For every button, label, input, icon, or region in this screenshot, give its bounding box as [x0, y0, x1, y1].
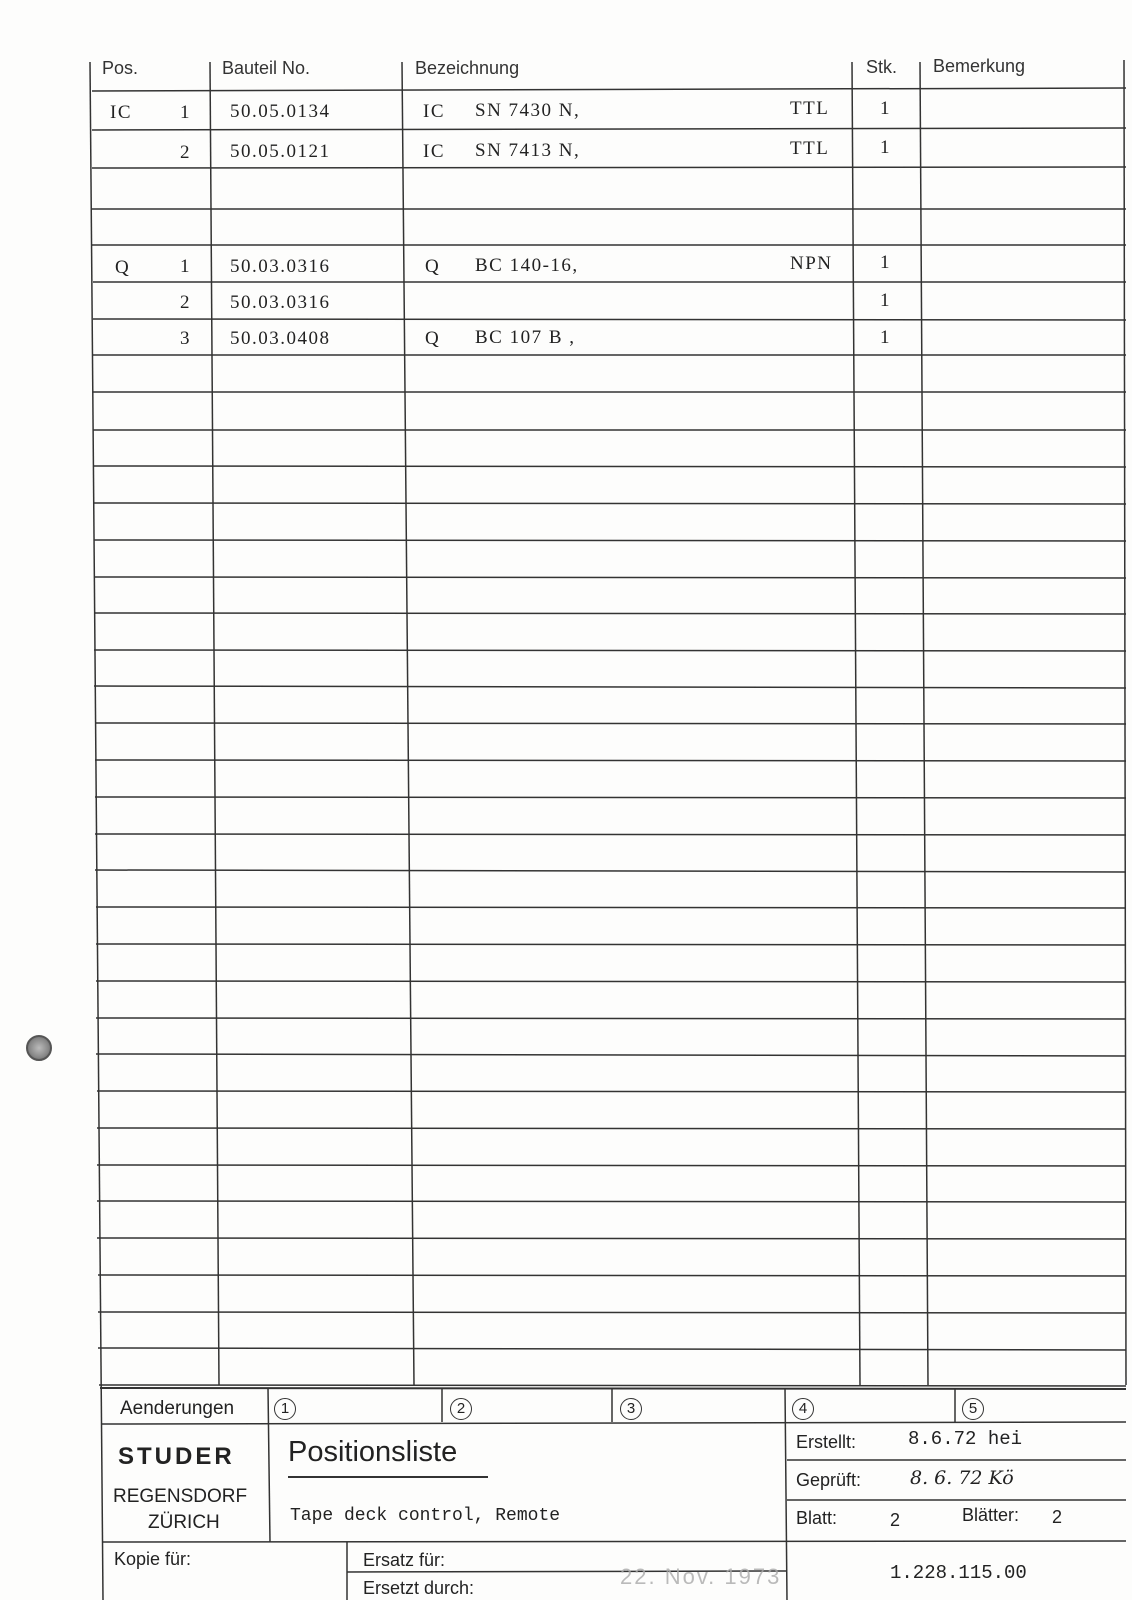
row-number: 2	[180, 142, 191, 163]
row-description: BC 140-16,	[475, 255, 579, 276]
column-header-stk: Stk.	[866, 57, 898, 77]
row-type: IC	[423, 101, 445, 122]
sheets-label: Blätter:	[962, 1505, 1020, 1525]
row-quantity: 1	[880, 98, 891, 119]
change-mark-1: 1	[274, 1398, 296, 1420]
company-city-line2: ZÜRICH	[148, 1512, 220, 1533]
row-tag: TTL	[790, 98, 830, 119]
sheets-value: 2	[1052, 1507, 1063, 1527]
column-header-bezeichnung: Bezeichnung	[415, 58, 520, 78]
company-city-line1: REGENSDORF	[113, 1486, 248, 1507]
row-type: Q	[425, 328, 441, 349]
change-mark-5: 5	[962, 1398, 984, 1420]
row-group: Q	[115, 257, 131, 278]
changes-label: Aenderungen	[120, 1398, 235, 1419]
row-part-number: 50.03.0316	[230, 256, 331, 277]
column-header-bemerkung: Bemerkung	[933, 56, 1026, 76]
copy-for-label: Kopie für:	[114, 1549, 192, 1569]
row-number: 2	[180, 292, 191, 313]
column-header-pos: Pos.	[102, 58, 139, 78]
row-number: 1	[180, 102, 191, 123]
row-quantity: 1	[880, 137, 891, 158]
row-part-number: 50.03.0316	[230, 292, 331, 313]
title-underline	[288, 1476, 488, 1478]
change-mark-4: 4	[792, 1398, 814, 1420]
document-title: Positionsliste	[288, 1436, 458, 1468]
row-description: SN 7430 N,	[475, 100, 581, 121]
column-header-bauteil: Bauteil No.	[222, 58, 311, 78]
row-description: BC 107 B ,	[475, 327, 576, 348]
checked-value: 8. 6. 72 Kö	[910, 1467, 1014, 1489]
row-part-number: 50.05.0134	[230, 101, 331, 122]
company-logo: STUDER	[118, 1443, 235, 1470]
row-part-number: 50.03.0408	[230, 328, 331, 349]
row-part-number: 50.05.0121	[230, 141, 331, 162]
row-group: IC	[110, 102, 132, 123]
replaced-by-label: Ersetzt durch:	[363, 1578, 475, 1598]
row-tag: TTL	[790, 138, 830, 159]
document-subtitle: Tape deck control, Remote	[290, 1506, 561, 1526]
created-label: Erstellt:	[796, 1432, 857, 1452]
row-number: 3	[180, 328, 191, 349]
created-value: 8.6.72 hei	[908, 1428, 1023, 1450]
row-quantity: 1	[880, 327, 891, 348]
row-number: 1	[180, 256, 191, 277]
sheet-label: Blatt:	[796, 1508, 838, 1528]
change-mark-3: 3	[620, 1398, 642, 1420]
row-quantity: 1	[880, 290, 891, 311]
checked-label: Geprüft:	[796, 1470, 862, 1490]
date-stamp: 22. Nov. 1973	[620, 1564, 782, 1589]
row-tag: NPN	[790, 253, 833, 274]
sheet-value: 2	[890, 1510, 901, 1530]
document-number: 1.228.115.00	[890, 1562, 1027, 1584]
row-type: IC	[423, 141, 445, 162]
row-description: SN 7413 N,	[475, 140, 581, 161]
row-type: Q	[425, 256, 441, 277]
replaces-label: Ersatz für:	[363, 1550, 446, 1570]
row-quantity: 1	[880, 252, 891, 273]
change-mark-2: 2	[450, 1398, 472, 1420]
